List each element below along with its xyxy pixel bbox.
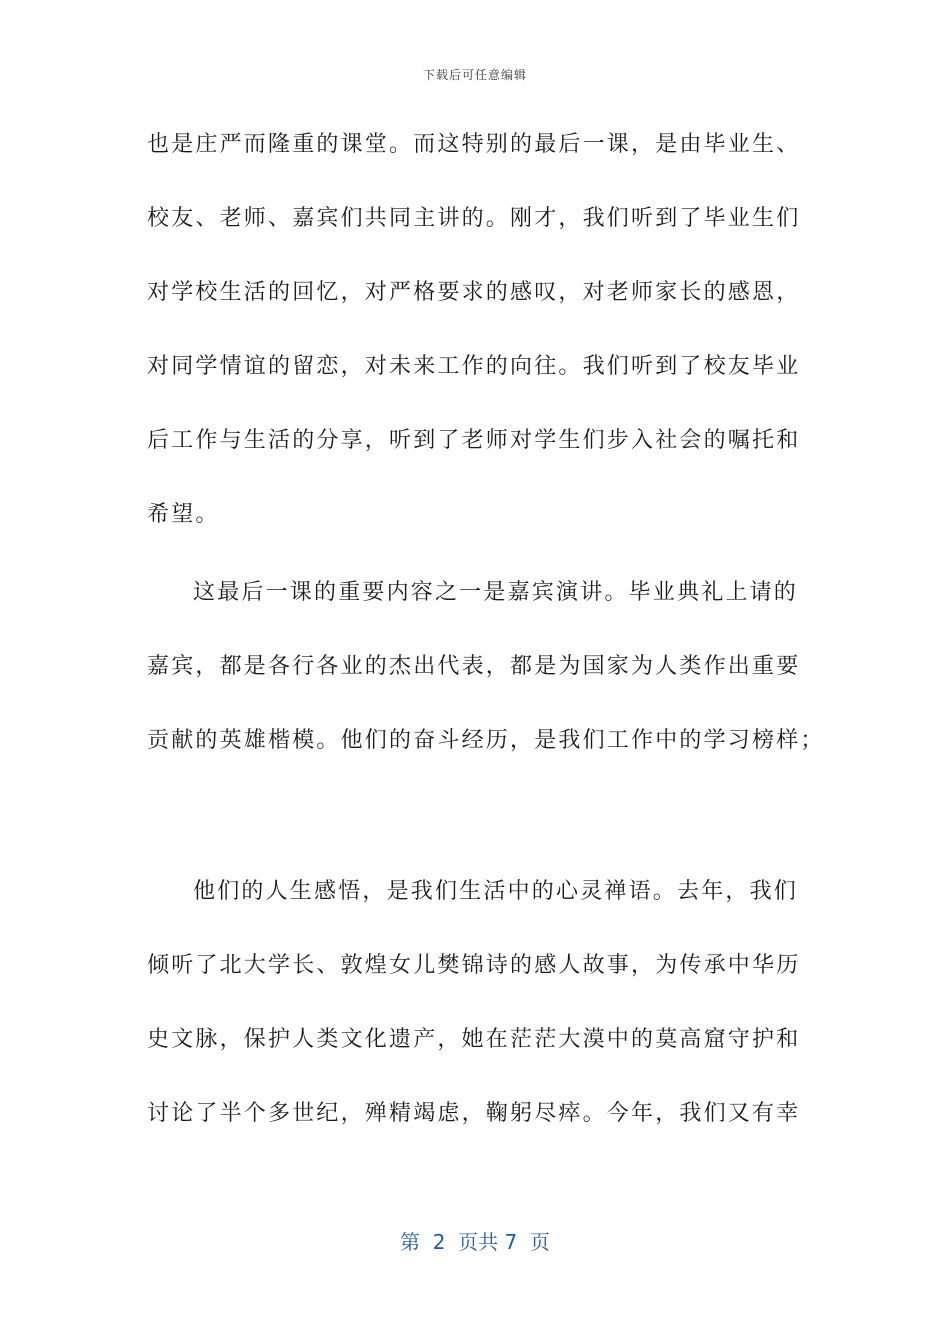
body-line-8: 嘉宾，都是各行各业的杰出代表，都是为国家为人类作出重要 xyxy=(147,654,801,679)
body-line-5: 后工作与生活的分享，听到了老师对学生们步入社会的嘱托和 xyxy=(147,428,801,453)
body-line-1: 也是庄严而隆重的课堂。而这特别的最后一课，是由毕业生、 xyxy=(147,132,801,157)
page-number-footer: 第 2 页共 7 页 xyxy=(400,1230,550,1254)
body-line-2: 校友、老师、嘉宾们共同主讲的。刚才，我们听到了毕业生们 xyxy=(147,206,801,231)
body-line-12: 史文脉，保护人类文化遗产，她在茫茫大漠中的莫高窟守护和 xyxy=(147,1027,801,1052)
body-line-4: 对同学情谊的留恋，对未来工作的向往。我们听到了校友毕业 xyxy=(147,354,801,379)
body-line-6: 希望。 xyxy=(147,502,220,527)
page-header: 下载后可任意编辑 xyxy=(422,68,527,82)
body-line-10: 他们的人生感悟，是我们生活中的心灵禅语。去年，我们 xyxy=(193,879,799,904)
body-line-9: 贡献的英雄楷模。他们的奋斗经历，是我们工作中的学习榜样； xyxy=(147,728,825,753)
body-line-3: 对学校生活的回忆，对严格要求的感叹，对老师家长的感恩， xyxy=(147,280,801,305)
body-line-13: 讨论了半个多世纪，殚精竭虑，鞠躬尽瘁。今年，我们又有幸 xyxy=(147,1101,801,1126)
body-line-11: 倾听了北大学长、敦煌女儿樊锦诗的感人故事，为传承中华历 xyxy=(147,953,801,978)
body-line-7: 这最后一课的重要内容之一是嘉宾演讲。毕业典礼上请的 xyxy=(193,580,799,605)
